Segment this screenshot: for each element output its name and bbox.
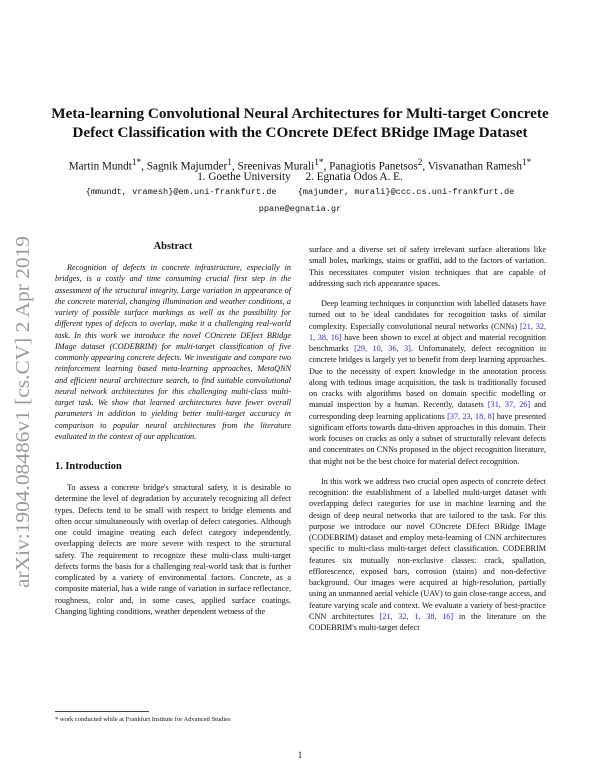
author-name: Panagiotis Panetsos (329, 160, 418, 173)
author-list: Martin Mundt$^{1*}$, Sagnik Majumder$^1$, Sreenivas Murali$^{1*}$, Panagiotis Panetsos$^2$, Visvanathan Ramesh$^{1*}$ (68, 158, 532, 173)
author-name: Visvanathan Ramesh (427, 160, 522, 173)
email: ppane@egnatia.gr (258, 204, 342, 214)
right-column (309, 244, 546, 633)
email: {mmundt, vramesh}@em.uni-frankfurt.de (85, 187, 277, 197)
email: {majumder, murali}@ccc.cs.uni-frankfurt.de (297, 187, 515, 197)
arxiv-identifier: arXiv:1904.08486v1 [cs.CV] 2 Apr 2019 (13, 267, 34, 588)
affiliations (40, 170, 560, 184)
body-paragraph: Deep learning techniques in conjunction with labelled datasets have turned out to be ideal candidates for recognition tasks of similar complexity. Especially convolutional neural networks (CNNs) [21, 32, 1, 38, 16] have been shown to excel at object and material recognition benchmarks [29, 10, 36, 3]. Unfortunately, defect recognition in concrete bridges is largely yet to benefit from deep learning approaches. Due to the necessity of expert knowledge in the annotation process along with tedious image acquisition, the task is traditionally focused on cracks with algorithms based on domain specific modelling or manual inspection by a human. Recently, datasets [31, 37, 26] and corresponding deep learning applications [37, 23, 18, 8] have presented significant efforts towards data-driven approaches in this domain. Their work focuses on cracks as only a subset of structurally relevant defects and concentrates on CNNs proposed in the object recognition literature, that might not be the best choice for material defect recognition. (309, 299, 546, 466)
body-paragraph: In this work we address two crucial open aspects of concrete defect recognition: the establishment of a labelled multi-target dataset with overlapping defect categories for use in machine learning and the design of deep neural networks that are tailored to the task. For this purpose we introduce our novel COncrete DEfect BRidge IMage (CODEBRIM) dataset and employ meta-learning of CNN architectures specific to multi-class multi-target defect classification. CODEBRIM features six mutually non-exclusive classes: crack, spallation, efflorescence, exposed bars, corrosion (stains) and non-defective background. Our images were acquired at high-resolution, partially using an unmanned aerial vehicle (UAV) to gain close-range access, and feature varying scale and context. We evaluate a variety of best-practice CNN architectures [21, 32, 1, 38, 16] in the literature on the CODEBRIM's multi-target defect (309, 476, 547, 632)
abstract-heading: Abstract (153, 241, 193, 252)
citation-link[interactable]: [21, 32, 1, 38, 16] (309, 321, 546, 342)
citation-link[interactable]: [37, 23, 18, 8] (447, 411, 495, 421)
abstract-text: Recognition of defects in concrete infrastructure, especially in bridges, is a costly and time consuming crucial first step in the assessment of the structural integrity. Large variation in appearance of the concrete material, changing illumination and weather conditions, a variety of possible surface markings as well as the possibility for different types of defects to overlap, make it a challenging real-world task. In this work we introduce the novel COncrete DEfect BRidge IMage dataset (CODEBRIM) for multi-target classification of five commonly appearing concrete defects. We investigate and compare two reinforcement learning based meta-learning approaches, MetaQNN and efficient neural architecture search, to find suitable convolutional neural network architectures for this challenging multi-class multi-target task. We show that learned architectures have fewer overall parameters in addition to yielding better multi-target accuracy in comparison to popular neural architectures from the literature evaluated in the context of our application. (55, 263, 291, 441)
paper-title (40, 104, 560, 142)
body-paragraph: surface and a diverse set of safety irrelevant surface alterations like small holes, markings, stains or graffiti, add to the factors of variation. This necessitates computer vision techniques that are capable of addressing such rich appearance spaces. (309, 245, 546, 288)
footnote-rule (55, 711, 149, 712)
author-mark: 1 (227, 158, 232, 168)
author-mark: 2 (417, 158, 423, 168)
email-line (40, 186, 560, 198)
author-mark: 1* (314, 158, 324, 168)
title-line-2: Defect Classification with the COncrete DEfect BRidge IMage Dataset (72, 124, 528, 141)
affiliation: 2. Egnatia Odos A. E. (305, 171, 403, 183)
author-name: Sreenivas Murali (237, 160, 315, 173)
affiliation: 1. Goethe University (197, 171, 291, 183)
author-mark: 1* (131, 158, 142, 168)
intro-paragraph: To assess a concrete bridge's structural safety, it is desirable to determine the level of degradation by accurately recognizing all defect types. Defects tend to be small with respect to bridge elements and often occur simultaneously with overlap of defect categories. Although one could imagine treating each defect category independently, overlapping defects are more severe with respect to the structural safety. The requirement to recognize these multi-class multi-target defects forms the basis for a challenging real-world task that is further complicated by a variety of environmental factors. Concrete, as a composite material, has a wide range of variation in surface reflectance, roughness, color and, in some cases, applied surface coatings. Changing lighting conditions, weather dependent wetness of the (55, 483, 291, 616)
author-name: Martin Mundt (68, 160, 132, 173)
author-mark: 1* (521, 158, 532, 168)
introduction-heading: 1. Introduction (55, 461, 122, 472)
email-line (40, 203, 560, 215)
citation-link[interactable]: [29, 10, 36, 3] (354, 344, 411, 353)
footnote: * work conducted while at Frankfurt Institute for Advanced Studies (55, 716, 231, 723)
page-number: 1 (297, 750, 303, 760)
left-column (55, 240, 291, 617)
citation-link[interactable]: [21, 32, 1, 38, 16] (379, 611, 454, 621)
arxiv-identifier-stamp (4, 232, 40, 592)
author-name: Sagnik Majumder (146, 160, 228, 173)
title-line-1: Meta-learning Convolutional Neural Architectures for Multi-target Concrete (51, 105, 549, 122)
citation-link[interactable]: [31, 37, 26] (487, 400, 531, 410)
